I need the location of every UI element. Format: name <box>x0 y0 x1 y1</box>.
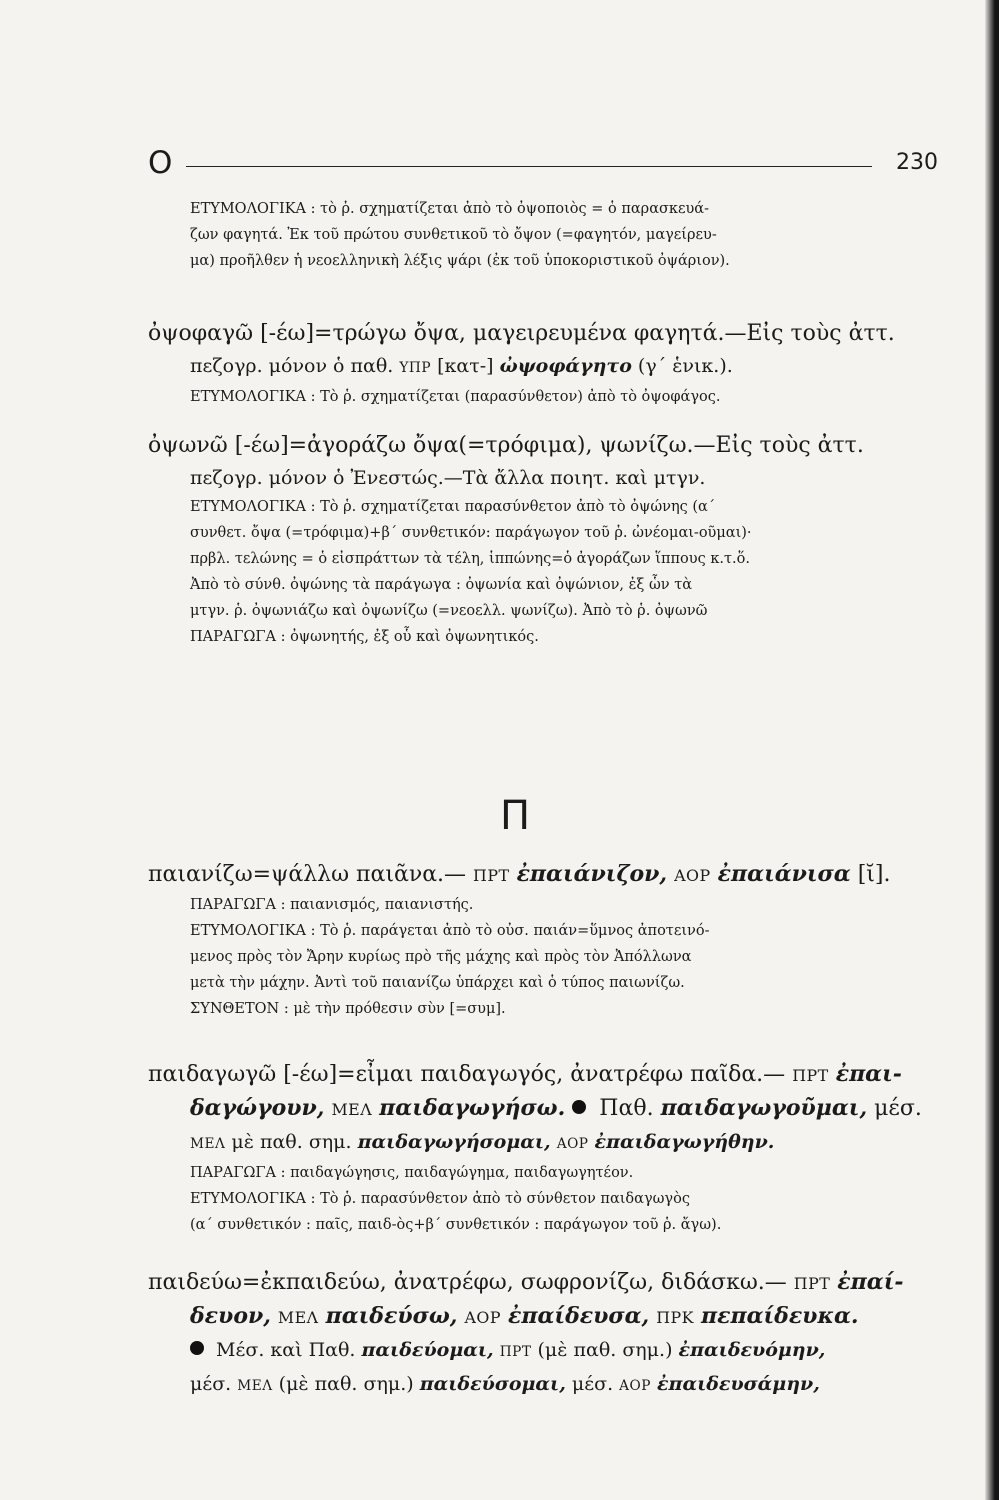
tense-label: ΠΡΤ <box>473 866 510 885</box>
entry-text: [ῐ]. <box>857 862 891 887</box>
intro-line: μα) προῆλθεν ἡ νεοελληνικὴ λέξις ψάρι (ἐκ τοῦ ὑποκοριστικοῦ ὀψάριον). <box>190 253 730 269</box>
entry-line <box>148 1300 938 1334</box>
entry-line <box>148 350 938 384</box>
page-edge-shadow <box>985 0 999 1500</box>
entry-text: μέσ. <box>571 1373 614 1395</box>
inflected-form: δαγώγουν, <box>190 1095 325 1121</box>
derivatives-line: ΠΑΡΑΓΩΓΑ : παιανισμός, παιανιστής. <box>190 897 474 913</box>
inflected-form: ἐπαι- <box>835 1061 902 1087</box>
entry-text: Μέσ. καὶ Παθ. <box>216 1339 356 1361</box>
entry-text: παιανίζω=ψάλλω παιᾶνα.— <box>148 862 467 887</box>
intro-line: ζων φαγητά. Ἐκ τοῦ πρώτου συνθετικοῦ τὸ ὄψον (=φαγητόν, μαγείρευ- <box>190 227 717 243</box>
etymology-line: μετὰ τὴν μάχην. Ἀντὶ τοῦ παιανίζω ὑπάρχει καὶ ὁ τύπος παιωνίζω. <box>190 975 685 991</box>
bullet-icon <box>190 1341 204 1355</box>
entry-line: πεζογρ. μόνον ὁ Ἐνεστώς.—Τὰ ἄλλα ποιητ. καὶ μτγν. <box>190 467 706 489</box>
entry-text: μὲ παθ. σημ. <box>231 1131 352 1153</box>
etymology-line: Ἀπὸ τὸ σύνθ. ὀψώνης τὰ παράγωγα : ὀψωνία καὶ ὀψώνιον, ἐξ ὧν τὰ <box>190 577 693 593</box>
page-number: 230 <box>896 150 938 175</box>
entry-line <box>148 1368 938 1402</box>
inflected-form: παιδαγωγήσομαι, <box>357 1131 551 1153</box>
entry-text: (μὲ παθ. σημ.) <box>537 1339 673 1361</box>
entry-text: μέσ. <box>190 1373 232 1395</box>
entry-line <box>148 1126 938 1160</box>
header-section-letter: Ο <box>148 145 173 181</box>
entry-paideuo <box>148 1266 938 1402</box>
tense-label: ΑΟΡ <box>556 1136 589 1152</box>
tense-label: ΠΡΚ <box>656 1308 694 1327</box>
bullet-icon <box>572 1100 586 1114</box>
inflected-form: παιδαγωγοῦμαι, <box>660 1095 868 1121</box>
entry-text: [κατ-] <box>437 355 494 377</box>
tense-label: ΠΡΤ <box>793 1274 831 1293</box>
header-rule <box>186 166 872 167</box>
inflected-form: πεπαίδευκα. <box>700 1303 859 1329</box>
entry-headword-line: ὀψωνῶ [-έω]=ἀγοράζω ὄψα(=τρόφιμα), ψωνίζω.—Εἰς τοὺς ἀττ. <box>148 433 864 458</box>
etymology-line: ΕΤΥΜΟΛΟΓΙΚΑ : Τὸ ῥ. σχηματίζεται (παρασύνθετον) ἀπὸ τὸ ὀψοφάγος. <box>190 389 721 405</box>
inflected-form: παιδαγωγήσω. <box>379 1095 566 1121</box>
entry-text: μέσ. <box>874 1096 922 1121</box>
derivatives-line: ΠΑΡΑΓΩΓΑ : ὀψωνητής, ἐξ οὗ καὶ ὀψωνητικός. <box>190 629 539 645</box>
entry-headword-line: ὀψοφαγῶ [-έω]=τρώγω ὄψα, μαγειρευμένα φαγητά.—Εἰς τοὺς ἀττ. <box>148 321 895 346</box>
etymology-line: ΕΤΥΜΟΛΟΓΙΚΑ : Τὸ ῥ. σχηματίζεται παρασύνθετον ἀπὸ τὸ ὀψώνης (α΄ <box>190 499 716 515</box>
inflected-form: ὠψοφάγητο <box>499 355 632 377</box>
inflected-form: ἐπαίδευσα, <box>508 1303 650 1329</box>
inflected-form: παιδεύομαι, <box>361 1339 494 1361</box>
tense-label: ΜΕΛ <box>277 1308 319 1327</box>
tense-label: ΑΟΡ <box>674 866 711 885</box>
entry-headword-line <box>148 1266 938 1300</box>
intro-etymology <box>148 196 938 274</box>
etymology-line: πρβλ. τελώνης = ὁ εἰσπράττων τὰ τέλη, ἱππώνης=ὁ ἀγοράζων ἵππους κ.τ.ὅ. <box>190 551 750 567</box>
entry-line <box>148 1334 938 1368</box>
etymology-line: συνθετ. ὄψα (=τρόφιμα)+β΄ συνθετικόν: παράγωγον τοῦ ῥ. ὠνέομαι-οῦμαι)· <box>190 525 752 541</box>
tense-label: ΠΡΤ <box>499 1344 532 1360</box>
derivatives-line: ΠΑΡΑΓΩΓΑ : παιδαγώγησις, παιδαγώγημα, παιδαγωγητέον. <box>190 1165 634 1181</box>
entry-headword-line <box>148 858 938 892</box>
compound-line: ΣΥΝΘΕΤΟΝ : μὲ τὴν πρόθεσιν σὺν [=συμ]. <box>190 1001 506 1017</box>
inflected-form: παιδεύσω, <box>325 1303 458 1329</box>
entry-text: (γ΄ ἑνικ.). <box>637 355 733 377</box>
entry-text: παιδαγωγῶ [-έω]=εἶμαι παιδαγωγός, ἀνατρέφω παῖδα.— <box>148 1062 786 1087</box>
etymology-line: (α΄ συνθετικόν : παῖς, παιδ-ὸς+β΄ συνθετικόν : παράγωγον τοῦ ῥ. ἄγω). <box>190 1217 722 1233</box>
entry-opsono <box>148 430 938 650</box>
inflected-form: ἐπαιάνισα <box>717 861 851 887</box>
inflected-form: παιδεύσομαι, <box>419 1373 566 1395</box>
inflected-form: ἐπαιδαγωγήθην. <box>594 1131 775 1153</box>
entry-text: παιδεύω=ἐκπαιδεύω, ἀνατρέφω, σωφρονίζω, διδάσκω.— <box>148 1270 787 1295</box>
tense-label: ΑΟΡ <box>464 1308 502 1327</box>
etymology-line: ΕΤΥΜΟΛΟΓΙΚΑ : Τὸ ῥ. παράγεται ἀπὸ τὸ οὐσ. παιάν=ὕμνος ἀποτεινό- <box>190 923 710 939</box>
entry-paidagogo <box>148 1058 938 1238</box>
entry-paianizo <box>148 858 938 1022</box>
inflected-form: ἐπαιδευόμην, <box>678 1339 826 1361</box>
tense-label: ΠΡΤ <box>792 1066 829 1085</box>
tense-label: ΜΕΛ <box>190 1136 226 1152</box>
tense-label: ΑΟΡ <box>619 1378 651 1394</box>
tense-label: ΜΕΛ <box>237 1378 273 1394</box>
inflected-form: ἐπαί- <box>837 1269 904 1295</box>
tense-label: ΥΠΡ <box>399 360 432 376</box>
etymology-line: μενος πρὸς τὸν Ἄρην κυρίως πρὸ τῆς μάχης καὶ πρὸς τὸν Ἀπόλλωνα <box>190 949 692 965</box>
intro-line: ΕΤΥΜΟΛΟΓΙΚΑ : τὸ ῥ. σχηματίζεται ἀπὸ τὸ ὀψοποιὸς = ὁ παρασκευά- <box>190 201 709 217</box>
tense-label: ΜΕΛ <box>331 1100 373 1119</box>
entry-text: Παθ. <box>599 1096 654 1121</box>
entry-text: (μὲ παθ. σημ.) <box>278 1373 414 1395</box>
etymology-line: ΕΤΥΜΟΛΟΓΙΚΑ : Τὸ ῥ. παρασύνθετον ἀπὸ τὸ σύνθετον παιδαγωγὸς <box>190 1191 690 1207</box>
section-letter-pi: Π <box>500 793 531 839</box>
entry-opsofago <box>148 318 938 410</box>
inflected-form: ἐπαιάνιζον, <box>516 861 668 887</box>
inflected-form: ἐπαιδευσάμην, <box>656 1373 820 1395</box>
inflected-form: δευον, <box>190 1303 271 1329</box>
entry-line <box>148 1092 938 1126</box>
page-header <box>148 146 938 180</box>
entry-headword-line <box>148 1058 938 1092</box>
etymology-line: μτγν. ῥ. ὀψωνιάζω καὶ ὀψωνίζω (=νεοελλ. ψωνίζω). Ἀπὸ τὸ ῥ. ὀψωνῶ <box>190 603 708 619</box>
entry-text: πεζογρ. μόνον ὁ παθ. <box>190 355 394 377</box>
